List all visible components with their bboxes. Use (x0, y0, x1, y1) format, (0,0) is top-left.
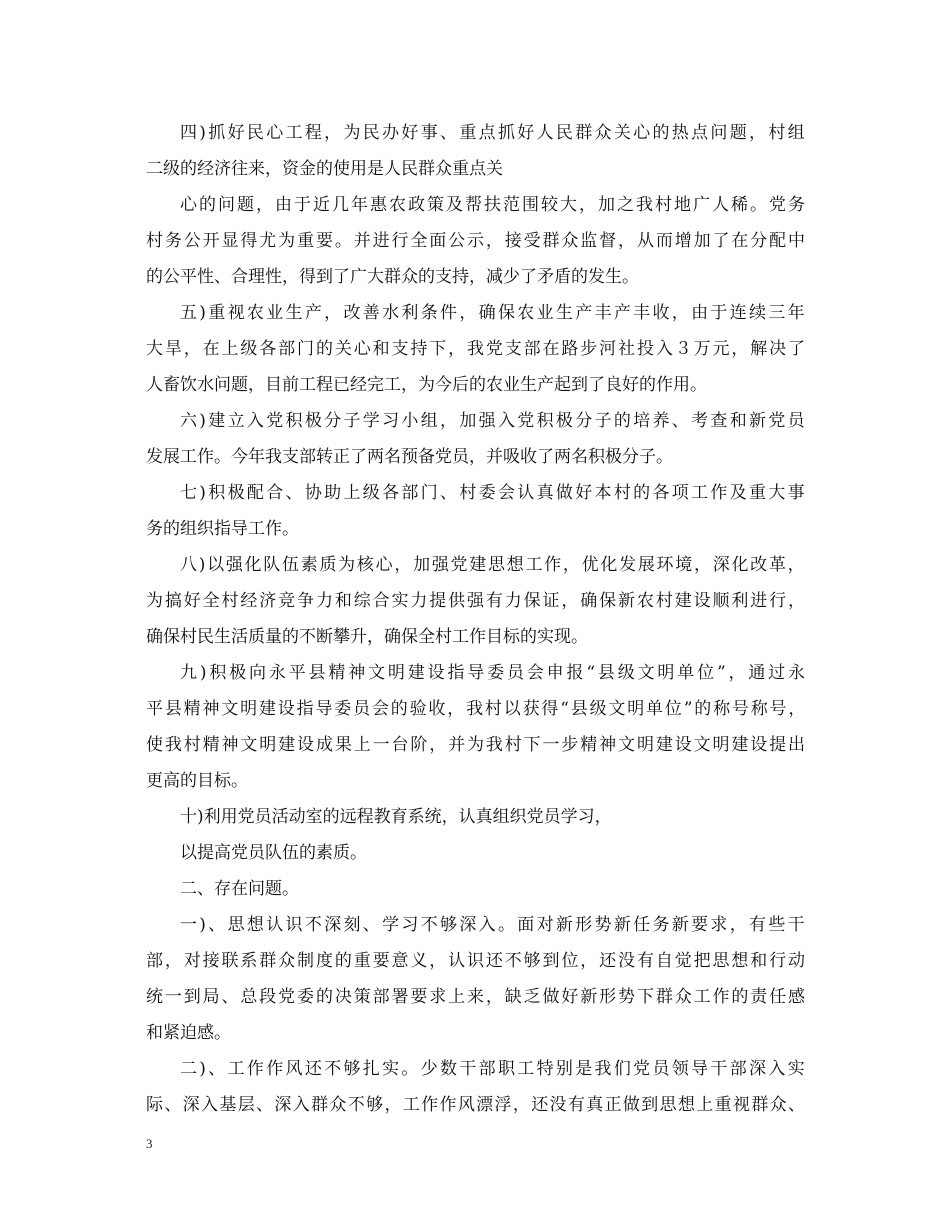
body-text-line: 八)以强化队伍素质为核心，加强党建思想工作，优化发展环境，深化改革， (180, 555, 807, 575)
body-text-line: 村务公开显得尤为重要。并进行全面公示，接受群众监督，从而增加了在分配中 (146, 231, 807, 251)
body-text-line: 六)建立入党积极分子学习小组，加强入党积极分子的培养、考查和新党员 (180, 411, 807, 431)
body-text-line: 平县精神文明建设指导委员会的验收，我村以获得“县级文明单位”的称号称号， (146, 699, 808, 719)
body-text-line: 统一到局、总段党委的决策部署要求上来，缺乏做好新形势下群众工作的责任感 (146, 987, 807, 1007)
body-text-line: 更高的目标。 (146, 771, 248, 791)
body-text-line: 以提高党员队伍的素质。 (180, 843, 367, 863)
body-text-line: 务的组织指导工作。 (146, 519, 299, 539)
body-text-line: 七)积极配合、协助上级各部门、村委会认真做好本村的各项工作及重大事 (180, 483, 807, 503)
body-text-line: 为搞好全村经济竞争力和综合实力提供强有力保证，确保新农村建设顺利进行， (146, 591, 807, 611)
body-text-line: 四)抓好民心工程，为民办好事、重点抓好人民群众关心的热点问题，村组 (180, 123, 807, 143)
body-text-line: 心的问题，由于近几年惠农政策及帮扶范围较大，加之我村地广人稀。党务 (180, 195, 807, 215)
body-text-line: 的公平性、合理性，得到了广大群众的支持，减少了矛盾的发生。 (146, 267, 639, 287)
body-text-line: 和紧迫感。 (146, 1023, 231, 1043)
body-text-line: 一)、思想认识不深刻、学习不够深入。面对新形势新任务新要求，有些干 (180, 915, 807, 935)
body-text-line: 二)、工作作风还不够扎实。少数干部职工特别是我们党员领导干部深入实 (180, 1059, 807, 1079)
page-number: 3 (146, 1136, 153, 1151)
body-text-line: 发展工作。今年我支部转正了两名预备党员，并吸收了两名积极分子。 (146, 447, 673, 467)
body-text-line: 际、深入基层、深入群众不够，工作作风漂浮，还没有真正做到思想上重视群众、 (146, 1095, 807, 1115)
body-text-line: 九)积极向永平县精神文明建设指导委员会申报“县级文明单位”，通过永 (180, 663, 808, 683)
body-text-line: 二、存在问题。 (180, 879, 299, 899)
body-text-line: 部，对接联系群众制度的重要意义，认识还不够到位，还没有自觉把思想和行动 (146, 951, 807, 971)
body-text-line: 大旱，在上级各部门的关心和支持下，我党支部在路步河社投入３万元，解决了 (146, 339, 807, 359)
body-text-line: 五)重视农业生产，改善水利条件，确保农业生产丰产丰收，由于连续三年 (180, 303, 807, 323)
body-text-line: 十)利用党员活动室的远程教育系统，认真组织党员学习， (180, 807, 612, 827)
body-text-line: 二级的经济往来，资金的使用是人民群众重点关 (146, 159, 503, 179)
body-text-line: 人畜饮水问题，目前工程已经完工，为今后的农业生产起到了良好的作用。 (146, 375, 707, 395)
body-text-line: 使我村精神文明建设成果上一台阶，并为我村下一步精神文明建设文明建设提出 (146, 735, 807, 755)
body-text-line: 确保村民生活质量的不断攀升，确保全村工作目标的实现。 (146, 627, 588, 647)
